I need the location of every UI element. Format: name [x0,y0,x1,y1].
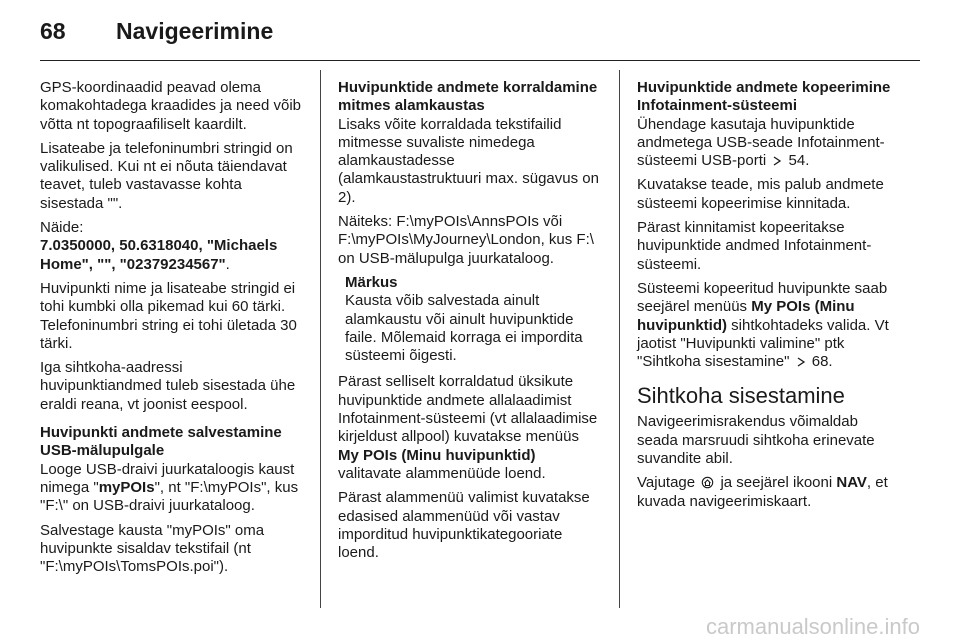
nav-key: NAV [836,474,867,492]
menu-name: My POIs (Minu huvipunktid) [637,298,855,334]
paragraph: Näiteks: F:\myPOIs\AnnsPOIs või F:\myPOIs\MyJourney\London, kus F:\ on USB-mälupulga juurkataloog. [338,213,594,267]
paragraph: Vajutage ja seejärel ikooni NAV, et kuvada navigeerimiskaart. [637,474,888,510]
note-title: Märkus [345,273,398,291]
column-3 [637,79,899,517]
section-heading-save: Huvipunkti andmete salvestamine USB-mälupulgale [40,424,282,460]
example-block: Näide: 7.0350000, 50.6318040, "Michaels Home", "", "02379234567". [40,219,278,273]
column-divider-1 [320,70,321,608]
example-label: Näide: [40,219,84,237]
example-value: 7.0350000, 50.6318040, "Michaels Home", "", "02379234567" [40,237,278,273]
column-divider-2 [619,70,620,608]
paragraph: Kuvatakse teade, mis palub andmete süsteemi kopeerimise kinnitada. [637,176,884,212]
page-number: 68 [40,18,66,44]
watermark: carmanualsonline.info [705,614,920,639]
paragraph: Süsteemi kopeeritud huvipunkte saab seejärel menüüs My POIs (Minu huvipunktid) sihtkohtadeks valida. Vt jaotist "Huvipunkti valimine" ptk "Sihtkoha sisestamine" 68. [637,279,889,371]
section-heading-copy: Huvipunktide andmete kopeerimine Infotainment-süsteemi [637,79,891,115]
menu-name: My POIs (Minu huvipunktid) [338,446,536,464]
paragraph: Navigeerimisrakendus võimaldab seada marsruudi sihtkoha erinevate suvandite abil. [637,413,875,468]
paragraph: Ühendage kasutaja huvipunktide andmetega USB-seade Infotainment-süsteemi USB-porti 54. [637,115,885,170]
page-reference: 54 [788,152,806,170]
page-header [40,18,273,50]
page-reference: 68 [811,353,829,371]
page-title: Navigeerimine [116,18,274,44]
section-heading-multi: Huvipunktide andmete korraldamine mitmes alamkaustas [338,79,598,115]
home-nav-icon [701,476,714,489]
paragraph: Iga sihtkoha-aadressi huvipunktiandmed tuleb sisestada ühe eraldi reana, vt joonist eespool. [40,359,296,413]
page-reference-arrow-icon [772,156,782,166]
paragraph: Salvestage kausta "myPOIs" oma huvipunkte sisaldav tekstifail (nt "F:\myPOIs\TomsPOIs.poi"). [40,521,265,576]
paragraph: Huvipunkti nime ja lisateabe stringid ei tohi kumbki olla pikemad kui 60 tärki. Telefoninumbri string ei tohi ületada 30 tärki. [40,279,297,352]
paragraph: Lisaks võite korraldada tekstifailid mitmesse suvaliste nimedega alamkaustadesse (alamkaustastruktuuri max. sügavus on 2). [338,115,599,206]
paragraph: GPS-koordinaadid peavad olema komakohtadega kraadides ja need võib võtta nt topograafiliselt kaardilt. [40,79,302,133]
paragraph: Lisateabe ja telefoninumbri stringid on valikulised. Kui nt ei nõuta täiendavat teavet, tuleb vastavasse kohta sisestada "". [40,139,293,212]
column-2 [338,79,600,568]
section-title-destination: Sihtkoha sisestamine [637,383,845,409]
paragraph: Pärast alammenüü valimist kuvatakse edasised alammenüüd või vastav imporditud huvipunktikategooriate loend. [338,489,590,562]
header-divider [40,60,920,61]
paragraph: Pärast selliselt korraldatud üksikute huvipunktide andmete allalaadimist Infotainment-süsteemi (vt allalaadimise kirjeldust allpool) kuvatakse menüüs My POIs (Minu huvipunktid) valitavate alammenüüde loend. [338,373,598,482]
paragraph: Looge USB-draivi juurkataloogis kaust nimega "myPOIs", nt "F:\myPOIs", kus "F:\" on USB-draivi juurkataloog. [40,460,299,515]
page-reference-arrow-icon [796,357,806,367]
paragraph: Pärast kinnitamist kopeeritakse huvipunktide andmed Infotainment-süsteemi. [637,219,872,273]
column-1 [40,79,302,582]
folder-name: myPOIs [98,478,155,496]
note-text: Kausta võib salvestada ainult alamkaustu või ainult huvipunktide faile. Mõlemaid korraga ei impordita süsteemi õigesti. [345,292,583,365]
note-box [338,274,600,365]
